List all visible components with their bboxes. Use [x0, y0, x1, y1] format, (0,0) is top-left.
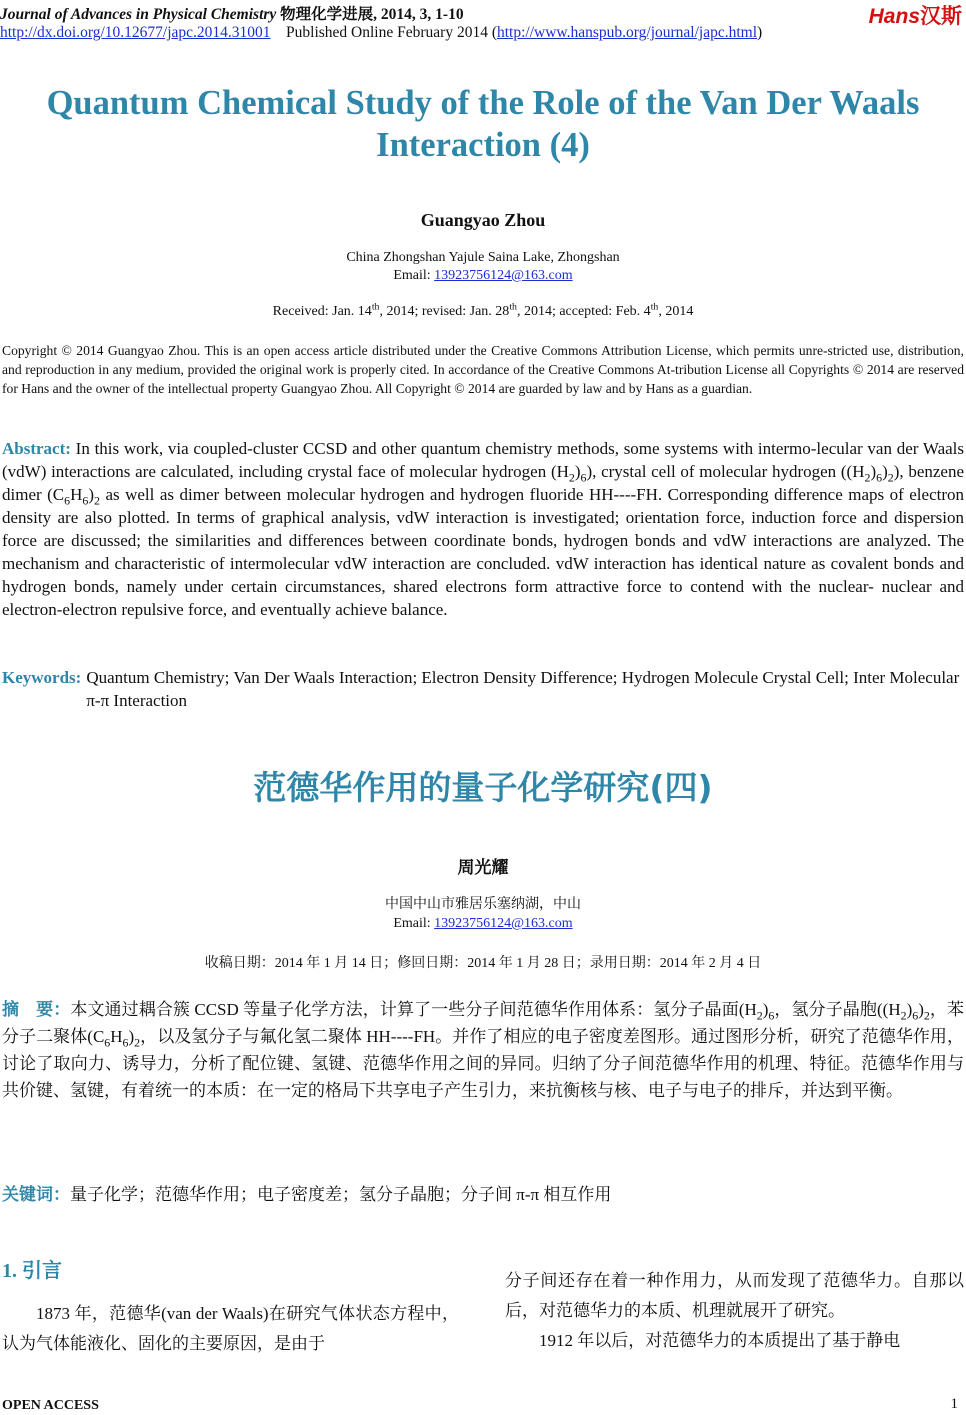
abstract-text: as well as dimer between molecular hydrogen and hydrogen fluoride HH----FH. Corresponding difference maps of electron density are also plotted. In terms of graphical analysis, vdW interaction is investigated; orientation force, induction force and dispersion force are discussed; the similarities and differences between coordinate bonds, hydrogen bonds and vdW interactions are analyzed. The mechanism and characteristic of intermolecular vdW interaction are concluded. vdW interaction has identical nature as covalent bonds and hydrogen bonds, namely under certain circumstances, shared electrons form attractive force to contend with the nuclear- nuclear and electron-electron repulsive force, and eventually achieve balance. [2, 485, 965, 619]
hans-logo [869, 0, 962, 30]
subscript: 6 [876, 470, 883, 485]
email-line-cn [0, 914, 966, 933]
published-prefix: Published Online February 2014 ( [286, 24, 497, 41]
abstract-cn-text: ，氢分子晶胞((H [774, 1000, 901, 1019]
title-line-1: Quantum Chemical Study of the Role of the Van Der Waals [46, 84, 920, 122]
abstract-cn-text: ) [906, 1000, 913, 1019]
keywords-cn-text: 量子化学；范德华作用；电子密度差；氢分子晶胞；分子间 π-π 相互作用 [70, 1185, 612, 1204]
subscript: 2 [568, 470, 575, 485]
publication-line [0, 24, 762, 42]
abstract-text: ) [88, 485, 95, 504]
author-cn: 周光耀 [457, 858, 509, 878]
page-number: 1 [950, 1396, 958, 1412]
ordinal-sup: th [650, 301, 659, 313]
email-link-en[interactable]: 13923756124@163.com [434, 268, 573, 283]
year-text: , 2014 [658, 304, 694, 319]
abstract-cn-text: H [110, 1027, 123, 1046]
ordinal-sup: th [371, 301, 380, 313]
subscript: 6 [64, 493, 71, 508]
abstract-text: ) [870, 462, 877, 481]
email-line-en [0, 267, 966, 285]
abstract-label: Abstract: [2, 439, 71, 458]
subscript: 2 [887, 470, 894, 485]
abstract-cn-text: ) [762, 1000, 769, 1019]
body-paragraph: 分子间还存在着一种作用力，从而发现了范德华力。自那以后，对范德华力的本质、机理就展开了研究。 [505, 1271, 964, 1320]
subscript: 2 [900, 1008, 907, 1023]
received-dates-cn: 收稿日期：2014 年 1 月 14 日；修回日期：2014 年 1 月 28 日；录用日期：2014 年 2 月 4 日 [204, 956, 762, 971]
keywords-cn [2, 1180, 964, 1205]
subscript: 2 [923, 1008, 930, 1023]
abstract-en [2, 437, 964, 621]
keywords-text: Quantum Chemistry; Van Der Waals Interaction; Electron Density Difference; Hydrogen Molecule Crystal Cell; Inter Molecular π-π Interaction [86, 668, 960, 710]
accepted-text: , 2014; accepted: Feb. 4 [516, 304, 651, 319]
journal-name-en: Journal of Advances in Physical Chemistry [0, 6, 277, 23]
affiliation-en: China Zhongshan Yajule Saina Lake, Zhongshan [346, 250, 620, 265]
affiliation-block-en [0, 249, 966, 285]
received-dates-en [0, 301, 966, 320]
affiliation-block-cn [0, 895, 966, 933]
published-suffix: ) [757, 24, 763, 41]
received-text: Received: Jan. 14 [272, 304, 372, 319]
keywords-label: Keywords: [2, 668, 82, 687]
subscript: 6 [104, 1035, 111, 1050]
revised-text: , 2014; revised: Jan. 28 [379, 304, 510, 319]
abstract-cn [2, 996, 964, 1104]
subscript: 6 [912, 1008, 919, 1023]
abstract-cn-text: ) [918, 1000, 924, 1019]
abstract-text: ), crystal cell of molecular hydrogen ((H [586, 462, 865, 481]
hans-logo-cn: 汉斯 [920, 5, 962, 28]
ordinal-sup: th [509, 301, 517, 313]
body-column-right [505, 1266, 964, 1356]
title-line-2: Interaction (4) [376, 126, 590, 164]
keywords-en [2, 666, 964, 712]
abstract-text: ) [574, 462, 581, 481]
abstract-cn-text: ，苯分子二聚体(C [2, 1000, 964, 1046]
journal-url-link[interactable]: http://www.hanspub.org/journal/japc.html [496, 24, 758, 41]
abstract-text: In this work, via coupled-cluster CCSD and other quantum chemistry methods, some systems with intermo-lecular van der Waals (vdW) interactions are calculated, including crystal face of molecular hydrogen (H [2, 439, 964, 481]
subscript: 2 [864, 470, 871, 485]
abstract-text: ) [882, 462, 888, 481]
body-paragraph: 1912 年以后，对范德华力的本质提出了基于静电 [539, 1331, 901, 1350]
affiliation-cn: 中国中山市雅居乐塞纳湖，中山 [385, 897, 581, 912]
subscript: 2 [94, 493, 100, 508]
subscript: 2 [134, 1035, 141, 1050]
paper-title-en [0, 82, 966, 166]
hans-logo-text: Hans [868, 5, 920, 28]
section-heading-introduction: 1. 引言 [2, 1260, 62, 1282]
paper-title-cn: 范德华作用的量子化学研究(四) [253, 768, 713, 807]
author-en: Guangyao Zhou [420, 210, 546, 230]
open-access-label: OPEN ACCESS [2, 1398, 99, 1413]
abstract-cn-text: 本文通过耦合簇 CCSD 等量子化学方法，计算了一些分子间范德华作用体系：氢分子晶面(H [70, 1000, 757, 1019]
email-label: Email: [393, 268, 435, 283]
abstract-text: ), benzene dimer (C [2, 462, 965, 504]
email-link-cn[interactable]: 13923756124@163.com [434, 916, 573, 931]
journal-header [0, 2, 464, 24]
copyright-notice: Copyright © 2014 Guangyao Zhou. This is an open access article distributed under the Creative Commons Attribution License, which permits unre-stricted use, distribution, and reproduction in any medium, provided the original work is properly cited. In accordance of the Creative Commons At-tribution License all Copyrights © 2014 are reserved for Hans and the owner of the intellectual property Guangyao Zhou. All Copyright © 2014 are guarded by law and by Hans as a guardian. [2, 343, 964, 396]
email-label: Email: [393, 916, 435, 931]
abstract-text: H [70, 485, 83, 504]
body-column-left: 1873 年，范德华(van der Waals)在研究气体状态方程中，认为气体能液化、固化的主要原因，是由于 [2, 1304, 459, 1353]
subscript: 6 [82, 493, 89, 508]
keywords-cn-label: 关键词： [2, 1185, 70, 1204]
abstract-cn-text: ，以及氢分子与氟化氢二聚体 HH----FH。并作了相应的电子密度差图形。通过图形分析，研究了范德华作用，讨论了取向力、诱导力，分析了配位键、氢键、范德华作用之间的异同。归纳了分子间范德华作用的机理、特征。范德华作用与共价键、氢键，有着统一的本质：在一定的格局下共享电子产生引力，来抗衡核与核、电子与电子的排斥，并达到平衡。 [2, 1027, 964, 1100]
subscript: 6 [768, 1008, 775, 1023]
journal-name-cn: 物理化学进展, 2014, 3, 1-10 [280, 6, 464, 23]
subscript: 2 [756, 1008, 763, 1023]
subscript: 6 [580, 470, 587, 485]
subscript: 6 [122, 1035, 129, 1050]
doi-link[interactable]: http://dx.doi.org/10.12677/japc.2014.31001 [0, 24, 271, 41]
abstract-cn-label: 摘 要： [2, 1000, 71, 1019]
abstract-cn-text: ) [128, 1027, 135, 1046]
